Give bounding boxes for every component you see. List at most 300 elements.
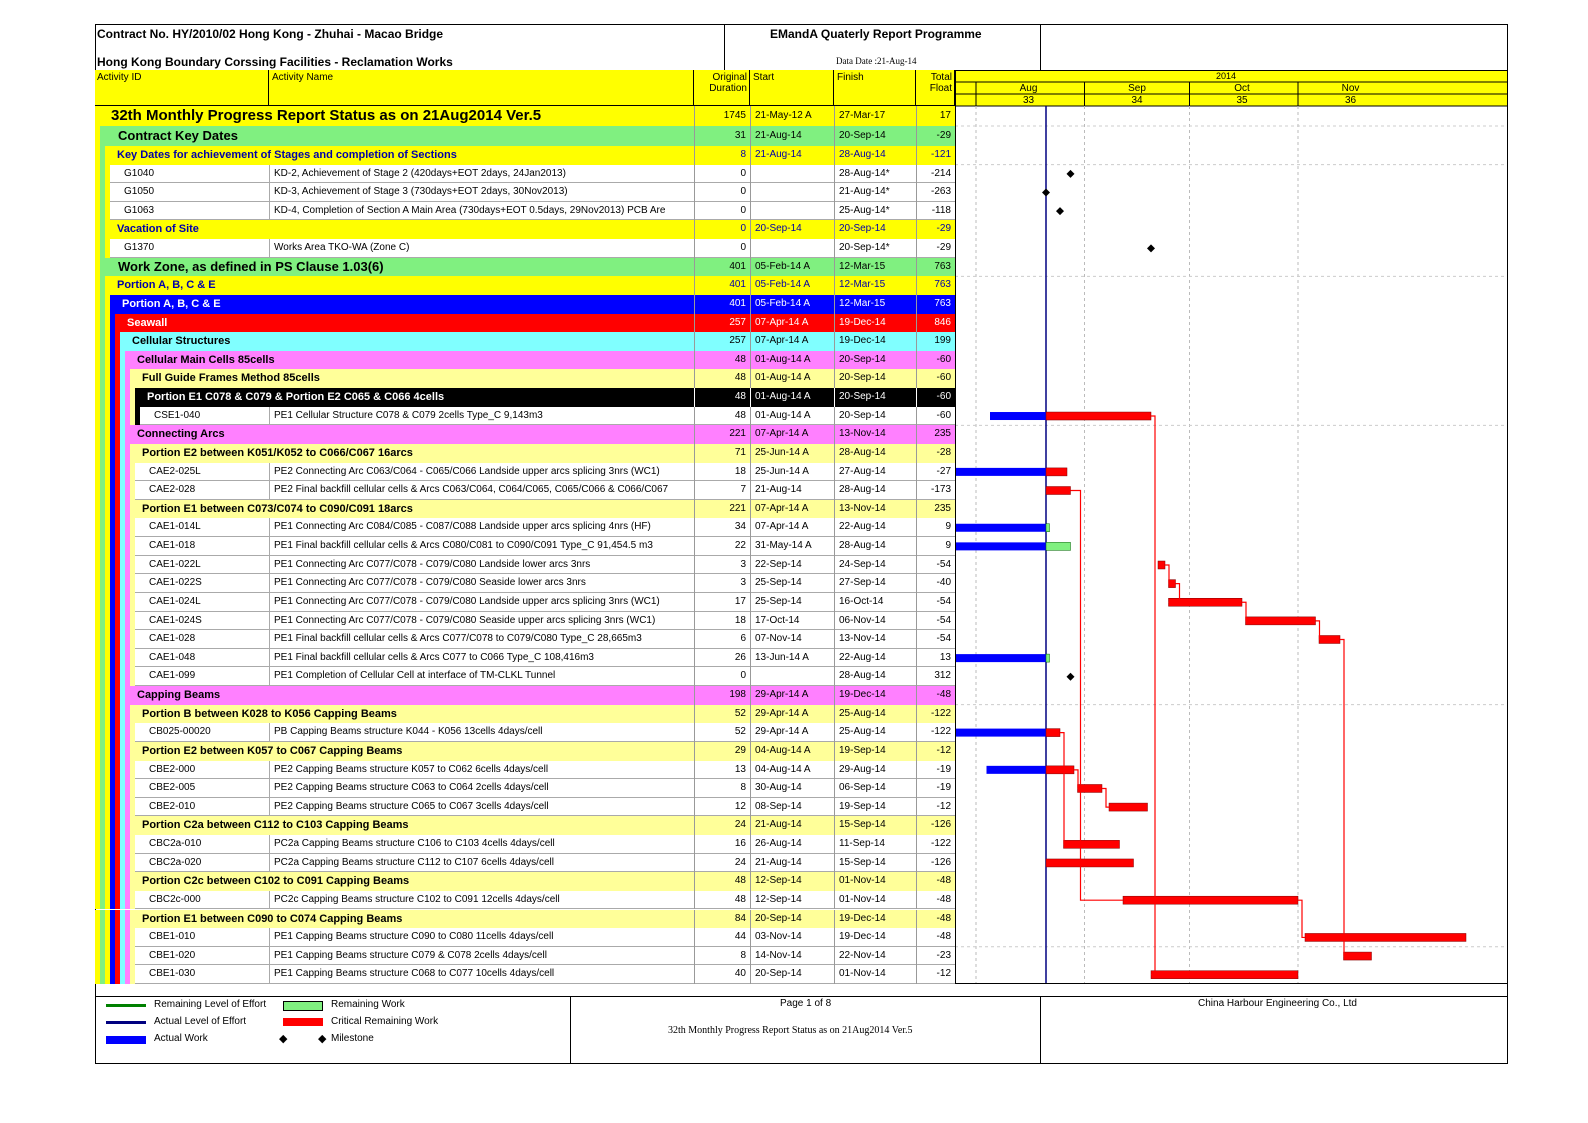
original-duration: 52 <box>694 723 750 742</box>
original-duration: 71 <box>694 444 750 463</box>
week-label: 33 <box>1022 95 1035 106</box>
activity-row[interactable] <box>95 593 955 612</box>
original-duration: 0 <box>694 220 750 239</box>
activity-row[interactable] <box>95 928 955 947</box>
activity-name: PE2 Capping Beams structure K057 to C062 6cells 4days/cell <box>269 761 694 780</box>
total-float: -12 <box>916 742 955 761</box>
start-date: 29-Apr-14 A <box>750 723 834 742</box>
original-duration: 48 <box>694 872 750 891</box>
finish-date: 19-Dec-14 <box>834 928 916 947</box>
wbs-row[interactable] <box>95 910 955 929</box>
activity-name: PE1 Completion of Cellular Cell at interface of TM-CLKL Tunnel <box>269 667 694 686</box>
activity-row[interactable] <box>95 798 955 817</box>
page-number: Page 1 of 8 <box>780 998 832 1009</box>
activity-row[interactable] <box>95 518 955 537</box>
finish-date: 19-Dec-14 <box>834 314 916 333</box>
actual-bar <box>955 729 1046 737</box>
start-date: 07-Apr-14 A <box>750 425 834 444</box>
activity-name: PE2 Capping Beams structure C063 to C064 2cells 4days/cell <box>269 779 694 798</box>
activity-name: PB Capping Beams structure K044 - K056 13cells 4days/cell <box>269 723 694 742</box>
total-float: 312 <box>916 667 955 686</box>
logic-link <box>1071 491 1124 901</box>
activity-row[interactable] <box>95 891 955 910</box>
start-date: 13-Jun-14 A <box>750 649 834 668</box>
finish-date: 12-Mar-15 <box>834 258 916 277</box>
finish-date: 20-Sep-14 <box>834 220 916 239</box>
activity-name: KD-3, Achievement of Stage 3 (730days+EOT 2days, 30Nov2013) <box>269 183 694 202</box>
wbs-band: 32th Monthly Progress Report Status as on 21Aug2014 Ver.5 <box>95 106 694 126</box>
activity-name: PE1 Final backfill cellular cells & Arcs C080/C081 to C090/C091 Type_C 91,454.5 m3 <box>269 537 694 556</box>
original-duration: 13 <box>694 761 750 780</box>
wbs-band: Work Zone, as defined in PS Clause 1.03(6) <box>100 258 694 277</box>
original-duration: 48 <box>694 369 750 388</box>
activity-row[interactable] <box>95 165 955 184</box>
original-duration: 401 <box>694 295 750 314</box>
remaining-bar <box>1046 542 1071 550</box>
original-duration: 8 <box>694 947 750 966</box>
wbs-row[interactable] <box>95 126 955 146</box>
wbs-band: Portion A, B, C & E <box>105 276 694 295</box>
original-duration: 52 <box>694 705 750 724</box>
activity-row[interactable] <box>95 481 955 500</box>
start-date: 01-Aug-14 A <box>750 388 834 407</box>
actual-bar <box>990 412 1046 420</box>
wbs-row[interactable] <box>95 276 955 295</box>
wbs-row[interactable] <box>95 872 955 891</box>
activity-name: PE1 Connecting Arc C077/C078 - C079/C080 Landside upper arcs splicing 3nrs (WC1) <box>269 593 694 612</box>
wbs-row[interactable] <box>95 295 955 314</box>
start-date: 25-Sep-14 <box>750 574 834 593</box>
wbs-row[interactable] <box>95 258 955 277</box>
milestone-marker <box>1042 189 1050 197</box>
critical-bar <box>1046 468 1067 476</box>
legend-label: Milestone <box>331 1033 374 1044</box>
data-date: Data Date :21-Aug-14 <box>836 56 917 66</box>
original-duration: 12 <box>694 798 750 817</box>
activity-name: PE1 Capping Beams structure C090 to C080 11cells 4days/cell <box>269 928 694 947</box>
wbs-band: Portion A, B, C & E <box>110 295 694 314</box>
original-duration: 221 <box>694 425 750 444</box>
footer-divider <box>570 996 571 1064</box>
legend-swatch-critical-work <box>283 1018 323 1026</box>
start-date: 07-Nov-14 <box>750 630 834 649</box>
wbs-row[interactable] <box>95 332 955 351</box>
footer-divider <box>1040 996 1041 1064</box>
activity-row[interactable] <box>95 183 955 202</box>
activity-id: CAE1-022L <box>149 558 201 570</box>
start-date: 07-Apr-14 A <box>750 314 834 333</box>
activity-row[interactable] <box>95 202 955 221</box>
activity-id: CBE2-005 <box>149 782 196 794</box>
total-float: -60 <box>916 388 955 407</box>
total-float: -48 <box>916 686 955 705</box>
activity-id: CBC2a-010 <box>149 838 202 850</box>
activity-name: PE1 Final backfill cellular cells & Arcs C077/C078 to C079/C080 Type_C 28,665m3 <box>269 630 694 649</box>
activity-id: CBE1-020 <box>149 949 196 961</box>
total-float: -19 <box>916 761 955 780</box>
original-duration: 8 <box>694 779 750 798</box>
col-start: Start <box>750 70 834 106</box>
critical-bar <box>1344 952 1372 960</box>
finish-date: 01-Nov-14 <box>834 872 916 891</box>
activity-name: PE2 Final backfill cellular cells & Arcs C063/C064, C064/C065, C065/C066 & C066/C067 <box>269 481 694 500</box>
finish-date: 22-Aug-14 <box>834 518 916 537</box>
total-float: -29 <box>916 239 955 258</box>
start-date: 05-Feb-14 A <box>750 295 834 314</box>
activity-row[interactable] <box>95 463 955 482</box>
critical-bar <box>1046 729 1060 737</box>
col-total-float: Total Float <box>916 70 955 106</box>
original-duration: 0 <box>694 239 750 258</box>
finish-date: 20-Sep-14 <box>834 351 916 370</box>
logic-link <box>1298 900 1305 937</box>
activity-id: CAE1-018 <box>149 540 196 552</box>
week-label: 35 <box>1236 95 1248 106</box>
activity-row[interactable] <box>95 835 955 854</box>
wbs-band: Contract Key Dates <box>100 126 694 146</box>
activity-name: PE2 Capping Beams structure C065 to C067 3cells 4days/cell <box>269 798 694 817</box>
activity-row[interactable] <box>95 407 955 426</box>
wbs-row[interactable] <box>95 314 955 333</box>
col-activity-name: Activity Name <box>269 70 694 106</box>
total-float: 199 <box>916 332 955 351</box>
milestone-marker <box>1147 244 1155 252</box>
activity-table <box>95 106 955 984</box>
original-duration: 0 <box>694 667 750 686</box>
wbs-row[interactable] <box>95 220 955 239</box>
finish-date: 28-Aug-14* <box>834 165 916 184</box>
logic-link <box>1165 565 1169 584</box>
critical-bar <box>1046 412 1151 420</box>
original-duration: 401 <box>694 258 750 277</box>
critical-bar <box>1109 803 1148 811</box>
finish-date: 01-Nov-14 <box>834 965 916 984</box>
finish-date: 28-Aug-14 <box>834 444 916 463</box>
start-date: 20-Sep-14 <box>750 965 834 984</box>
logic-link <box>1060 733 1064 845</box>
original-duration: 48 <box>694 891 750 910</box>
activity-id: CBC2a-020 <box>149 856 202 868</box>
start-date: 30-Aug-14 <box>750 779 834 798</box>
activity-id: CAE1-014L <box>149 521 201 533</box>
finish-date: 13-Nov-14 <box>834 425 916 444</box>
wbs-row[interactable] <box>95 500 955 519</box>
activity-name: PE1 Capping Beams structure C068 to C077 10cells 4days/cell <box>269 965 694 984</box>
total-float: -121 <box>916 146 955 165</box>
original-duration: 17 <box>694 593 750 612</box>
wbs-row[interactable] <box>95 146 955 165</box>
activity-name: PC2c Capping Beams structure C102 to C091 12cells 4days/cell <box>269 891 694 910</box>
start-date: 20-Sep-14 <box>750 220 834 239</box>
finish-date: 25-Aug-14 <box>834 705 916 724</box>
month-label: Sep <box>1128 83 1146 94</box>
finish-date: 19-Sep-14 <box>834 742 916 761</box>
milestone-icon: ◆ <box>279 1033 288 1045</box>
milestone-marker <box>1067 673 1075 681</box>
finish-date: 15-Sep-14 <box>834 854 916 873</box>
total-float: -126 <box>916 816 955 835</box>
wbs-row[interactable] <box>95 686 955 705</box>
wbs-band: Capping Beams <box>125 686 694 705</box>
total-float: 9 <box>916 537 955 556</box>
start-date: 04-Aug-14 A <box>750 761 834 780</box>
total-float: 235 <box>916 425 955 444</box>
wbs-row[interactable] <box>95 816 955 835</box>
original-duration: 0 <box>694 183 750 202</box>
activity-row[interactable] <box>95 239 955 258</box>
finish-date: 19-Dec-14 <box>834 332 916 351</box>
wbs-row[interactable] <box>95 705 955 724</box>
original-duration: 221 <box>694 500 750 519</box>
start-date: 21-Aug-14 <box>750 816 834 835</box>
total-float: -60 <box>916 351 955 370</box>
finish-date: 29-Aug-14 <box>834 761 916 780</box>
start-date: 07-Apr-14 A <box>750 500 834 519</box>
start-date: 25-Jun-14 A <box>750 463 834 482</box>
wbs-band: Connecting Arcs <box>125 425 694 444</box>
finish-date: 25-Aug-14* <box>834 202 916 221</box>
total-float: -29 <box>916 126 955 146</box>
activity-row[interactable] <box>95 723 955 742</box>
gantt-chart <box>955 70 1508 984</box>
activity-name: PE1 Connecting Arc C077/C078 - C079/C080 Landside lower arcs 3nrs <box>269 556 694 575</box>
start-date: 20-Sep-14 <box>750 910 834 929</box>
milestone-marker <box>1056 207 1064 215</box>
wbs-band: Full Guide Frames Method 85cells <box>130 369 694 388</box>
month-label: Aug <box>1019 83 1038 94</box>
activity-id: CBE1-030 <box>149 968 196 980</box>
original-duration: 7 <box>694 481 750 500</box>
total-float: -122 <box>916 723 955 742</box>
start-date: 04-Aug-14 A <box>750 742 834 761</box>
logic-link <box>1242 602 1246 621</box>
activity-name: PC2a Capping Beams structure C112 to C107 6cells 4days/cell <box>269 854 694 873</box>
original-duration: 22 <box>694 537 750 556</box>
activity-row[interactable] <box>95 854 955 873</box>
original-duration: 401 <box>694 276 750 295</box>
start-date: 12-Sep-14 <box>750 872 834 891</box>
start-date: 25-Sep-14 <box>750 593 834 612</box>
start-date <box>750 183 834 202</box>
total-float: -12 <box>916 798 955 817</box>
activity-id: CAE2-025L <box>149 465 201 477</box>
week-label: 36 <box>1344 95 1357 106</box>
wbs-band: Portion E1 between C073/C074 to C090/C091 18arcs <box>130 500 694 519</box>
header-divider <box>1040 24 1041 70</box>
milestone-icon: ◆ <box>318 1033 327 1045</box>
critical-bar <box>1158 561 1165 569</box>
logic-link <box>1151 416 1155 975</box>
total-float: -48 <box>916 928 955 947</box>
critical-bar <box>1078 784 1103 792</box>
activity-row[interactable] <box>95 649 955 668</box>
start-date: 29-Apr-14 A <box>750 686 834 705</box>
finish-date: 20-Sep-14* <box>834 239 916 258</box>
total-float: -23 <box>916 947 955 966</box>
total-float: 17 <box>916 106 955 126</box>
wbs-row[interactable] <box>95 369 955 388</box>
total-float: -48 <box>916 872 955 891</box>
activity-name: PC2a Capping Beams structure C106 to C103 4cells 4days/cell <box>269 835 694 854</box>
activity-id: G1370 <box>124 242 155 254</box>
col-activity-id: Activity ID <box>95 70 269 106</box>
activity-name: PE1 Final backfill cellular cells & Arcs C077 to C066 Type_C 108,416m3 <box>269 649 694 668</box>
wbs-band: Portion C2c between C102 to C091 Capping Beams <box>130 872 694 891</box>
col-finish: Finish <box>834 70 916 106</box>
activity-id: G1040 <box>124 167 155 179</box>
wbs-band: Vacation of Site <box>105 220 694 239</box>
activity-row[interactable] <box>95 630 955 649</box>
start-date: 01-Aug-14 A <box>750 351 834 370</box>
milestone-marker <box>1067 170 1075 178</box>
activity-name: PE2 Connecting Arc C063/C064 - C065/C066 Landside upper arcs splicing 3nrs (WC1) <box>269 463 694 482</box>
actual-bar <box>955 524 1046 532</box>
critical-bar <box>1319 635 1340 643</box>
original-duration: 48 <box>694 388 750 407</box>
activity-row[interactable] <box>95 779 955 798</box>
activity-id: CSE1-040 <box>154 409 201 421</box>
activity-name: KD-4, Completion of Section A Main Area (730days+EOT 0.5days, 29Nov2013) PCB Are <box>269 202 694 221</box>
activity-row[interactable] <box>95 947 955 966</box>
finish-date: 27-Sep-14 <box>834 574 916 593</box>
total-float: -54 <box>916 630 955 649</box>
start-date: 25-Jun-14 A <box>750 444 834 463</box>
total-float: 763 <box>916 276 955 295</box>
activity-name: PE1 Capping Beams structure C079 & C078 2cells 4days/cell <box>269 947 694 966</box>
activity-id: CBE2-010 <box>149 800 196 812</box>
finish-date: 16-Oct-14 <box>834 593 916 612</box>
activity-id: CAE1-048 <box>149 651 196 663</box>
original-duration: 0 <box>694 165 750 184</box>
wbs-band: Portion B between K028 to K056 Capping Beams <box>130 705 694 724</box>
start-date: 21-Aug-14 <box>750 146 834 165</box>
original-duration: 40 <box>694 965 750 984</box>
total-float: 763 <box>916 258 955 277</box>
wbs-row[interactable] <box>95 106 955 126</box>
legend-label: Remaining Level of Effort <box>154 999 267 1010</box>
total-float: 13 <box>916 649 955 668</box>
finish-date: 24-Sep-14 <box>834 556 916 575</box>
activity-row[interactable] <box>95 667 955 686</box>
total-float: -118 <box>916 202 955 221</box>
critical-bar <box>1151 971 1298 979</box>
original-duration: 3 <box>694 574 750 593</box>
project-title: Hong Kong Boundary Corssing Facilities - Reclamation Works <box>97 55 453 69</box>
activity-name: PE1 Cellular Structure C078 & C079 2cells Type_C 9,143m3 <box>269 407 694 426</box>
original-duration: 31 <box>694 126 750 146</box>
original-duration: 3 <box>694 556 750 575</box>
legend-swatch-actual-work <box>106 1036 146 1044</box>
company-name: China Harbour Engineering Co., Ltd <box>1198 998 1357 1009</box>
total-float: 763 <box>916 295 955 314</box>
start-date: 14-Nov-14 <box>750 947 834 966</box>
original-duration: 34 <box>694 518 750 537</box>
finish-date: 19-Dec-14 <box>834 686 916 705</box>
total-float: -263 <box>916 183 955 202</box>
wbs-row[interactable] <box>95 425 955 444</box>
activity-id: CAE1-028 <box>149 633 196 645</box>
original-duration: 18 <box>694 463 750 482</box>
finish-date: 22-Nov-14 <box>834 947 916 966</box>
start-date: 08-Sep-14 <box>750 798 834 817</box>
activity-row[interactable] <box>95 965 955 984</box>
critical-bar <box>1046 766 1074 774</box>
finish-date: 15-Sep-14 <box>834 816 916 835</box>
wbs-row[interactable] <box>95 742 955 761</box>
original-duration: 48 <box>694 407 750 426</box>
remaining-bar <box>1046 654 1050 662</box>
activity-row[interactable] <box>95 537 955 556</box>
contract-title: Contract No. HY/2010/02 Hong Kong - Zhuhai - Macao Bridge <box>97 27 444 41</box>
total-float: -29 <box>916 220 955 239</box>
critical-bar <box>1246 617 1316 625</box>
finish-date: 22-Aug-14 <box>834 649 916 668</box>
start-date: 12-Sep-14 <box>750 891 834 910</box>
header-divider <box>724 24 725 70</box>
total-float: 846 <box>916 314 955 333</box>
total-float: -173 <box>916 481 955 500</box>
actual-bar <box>955 654 1046 662</box>
finish-date: 28-Aug-14 <box>834 667 916 686</box>
activity-id: CAE1-022S <box>149 577 202 589</box>
start-date: 21-Aug-14 <box>750 126 834 146</box>
logic-link <box>1316 621 1320 640</box>
total-float: -40 <box>916 574 955 593</box>
activity-row[interactable] <box>95 574 955 593</box>
total-float: -12 <box>916 965 955 984</box>
finish-date: 13-Nov-14 <box>834 500 916 519</box>
wbs-row[interactable] <box>95 351 955 370</box>
original-duration: 29 <box>694 742 750 761</box>
total-float: -48 <box>916 891 955 910</box>
activity-id: G1050 <box>124 186 155 198</box>
total-float: -48 <box>916 910 955 929</box>
start-date: 21-Aug-14 <box>750 854 834 873</box>
start-date: 01-Aug-14 A <box>750 369 834 388</box>
finish-date: 27-Mar-17 <box>834 106 916 126</box>
logic-link <box>1102 788 1109 807</box>
activity-row[interactable] <box>95 761 955 780</box>
wbs-band: Portion E2 between K051/K052 to C066/C067 16arcs <box>130 444 694 463</box>
activity-name: PE1 Connecting Arc C084/C085 - C087/C088 Landside upper arcs splicing 4nrs (HF) <box>269 518 694 537</box>
start-date: 29-Apr-14 A <box>750 705 834 724</box>
wbs-band: Portion E1 between C090 to C074 Capping Beams <box>130 910 694 929</box>
finish-date: 27-Aug-14 <box>834 463 916 482</box>
legend-label: Actual Level of Effort <box>154 1016 247 1027</box>
original-duration: 1745 <box>694 106 750 126</box>
total-float: -19 <box>916 779 955 798</box>
activity-row[interactable] <box>95 556 955 575</box>
original-duration: 257 <box>694 332 750 351</box>
original-duration: 18 <box>694 612 750 631</box>
logic-link <box>1340 639 1344 956</box>
finish-date: 01-Nov-14 <box>834 891 916 910</box>
original-duration: 84 <box>694 910 750 929</box>
wbs-band: Portion C2a between C112 to C103 Capping Beams <box>130 816 694 835</box>
original-duration: 16 <box>694 835 750 854</box>
total-float: -54 <box>916 593 955 612</box>
wbs-row[interactable] <box>95 444 955 463</box>
actual-bar <box>987 766 1047 774</box>
activity-row[interactable] <box>95 612 955 631</box>
total-float: -27 <box>916 463 955 482</box>
finish-date: 06-Nov-14 <box>834 612 916 631</box>
start-date: 31-May-14 A <box>750 537 834 556</box>
critical-bar <box>1046 487 1071 495</box>
wbs-row[interactable] <box>95 388 955 407</box>
month-label: Oct <box>1234 83 1250 94</box>
wbs-band: Portion E2 between K057 to C067 Capping Beams <box>130 742 694 761</box>
